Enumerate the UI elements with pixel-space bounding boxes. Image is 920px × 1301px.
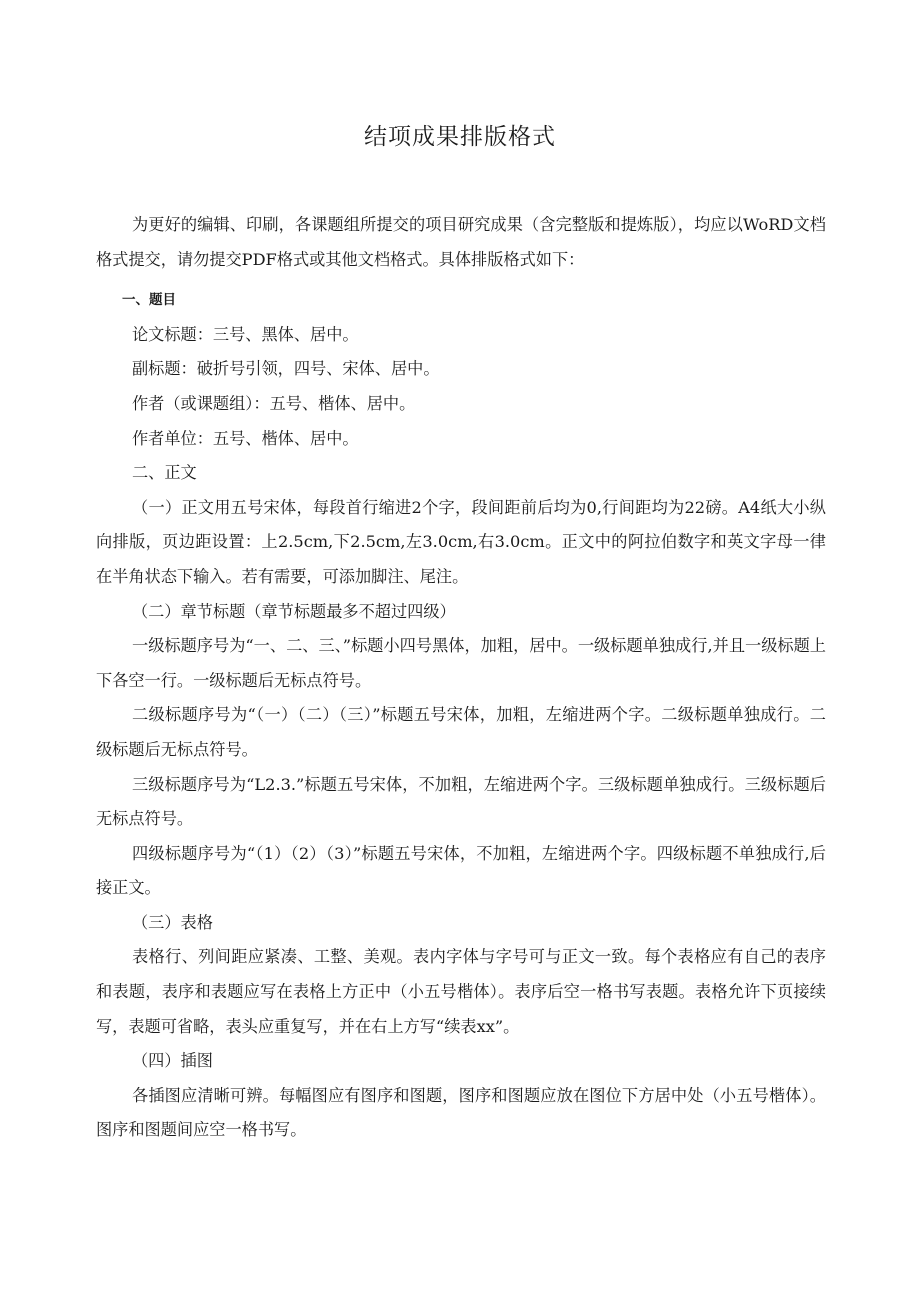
tables-paragraph: 表格行、列间距应紧凑、工整、美观。表内字体与字号可与正文一致。每个表格应有自己的表序和表题，表序和表题应写在表格上方正中（小五号楷体）。表序后空一格书写表题。表格允许下页接续写，表题可省略，表头应重复写，并在右上方写“续表xx”。 xyxy=(96,947,826,1036)
level4-heading-paragraph: 四级标题序号为“（1）（2）（3）”标题五号宋体，不加粗，左缩进两个字。四级标题不单独成行,后接正文。 xyxy=(96,843,826,898)
level2-heading-paragraph: 二级标题序号为“（一）（二）（三）”标题五号宋体，加粗，左缩进两个字。二级标题单独成行。二级标题后无标点符号。 xyxy=(96,705,826,759)
body-format-paragraph: （一）正文用五号宋体，每段首行缩进2个字，段间距前后均为0,行间距均为22磅。A4纸大小纵向排版，页边距设置：上2.5cm,下2.5cm,左3.0cm,右3.0cm。正文中的阿拉伯数字和英文字母一律在半角状态下输入。若有需要，可添加脚注、尾注。 xyxy=(96,497,826,586)
level3-heading-paragraph: 三级标题序号为“L2.3.”标题五号宋体，不加粗，左缩进两个字。三级标题单独成行。三级标题后无标点符号。 xyxy=(96,774,826,829)
item-subtitle: 副标题：破折号引领，四号、宋体、居中。 xyxy=(132,359,440,379)
section-heading-body: 二、正文 xyxy=(132,463,197,483)
level1-heading-paragraph: 一级标题序号为“一、二、三、”标题小四号黑体，加粗，居中。一级标题单独成行,并且一级标题上下各空一行。一级标题后无标点符号。 xyxy=(96,636,826,690)
document-body xyxy=(96,208,826,1148)
document-title: 结项成果排版格式 xyxy=(364,124,556,150)
item-author: 作者（或课题组）：五号、楷体、居中。 xyxy=(132,393,416,413)
subheading-chapter-titles: （二）章节标题（章节标题最多不超过四级） xyxy=(132,601,456,621)
subheading-tables: （三）表格 xyxy=(132,912,213,932)
subheading-figures: （四）插图 xyxy=(132,1051,213,1071)
item-author-unit: 作者单位：五号、楷体、居中。 xyxy=(132,428,359,448)
section-heading-title: 一、题目 xyxy=(122,292,176,309)
intro-paragraph: 为更好的编辑、印刷，各课题组所提交的项目研究成果（含完整版和提炼版），均应以WoRD文档格式提交，请勿提交PDF格式或其他文档格式。具体排版格式如下： xyxy=(96,215,826,269)
item-paper-title: 论文标题：三号、黑体、居中。 xyxy=(132,324,359,344)
figures-paragraph: 各插图应清晰可辨。每幅图应有图序和图题，图序和图题应放在图位下方居中处（小五号楷体）。图序和图题间应空一格书写。 xyxy=(96,1085,826,1140)
